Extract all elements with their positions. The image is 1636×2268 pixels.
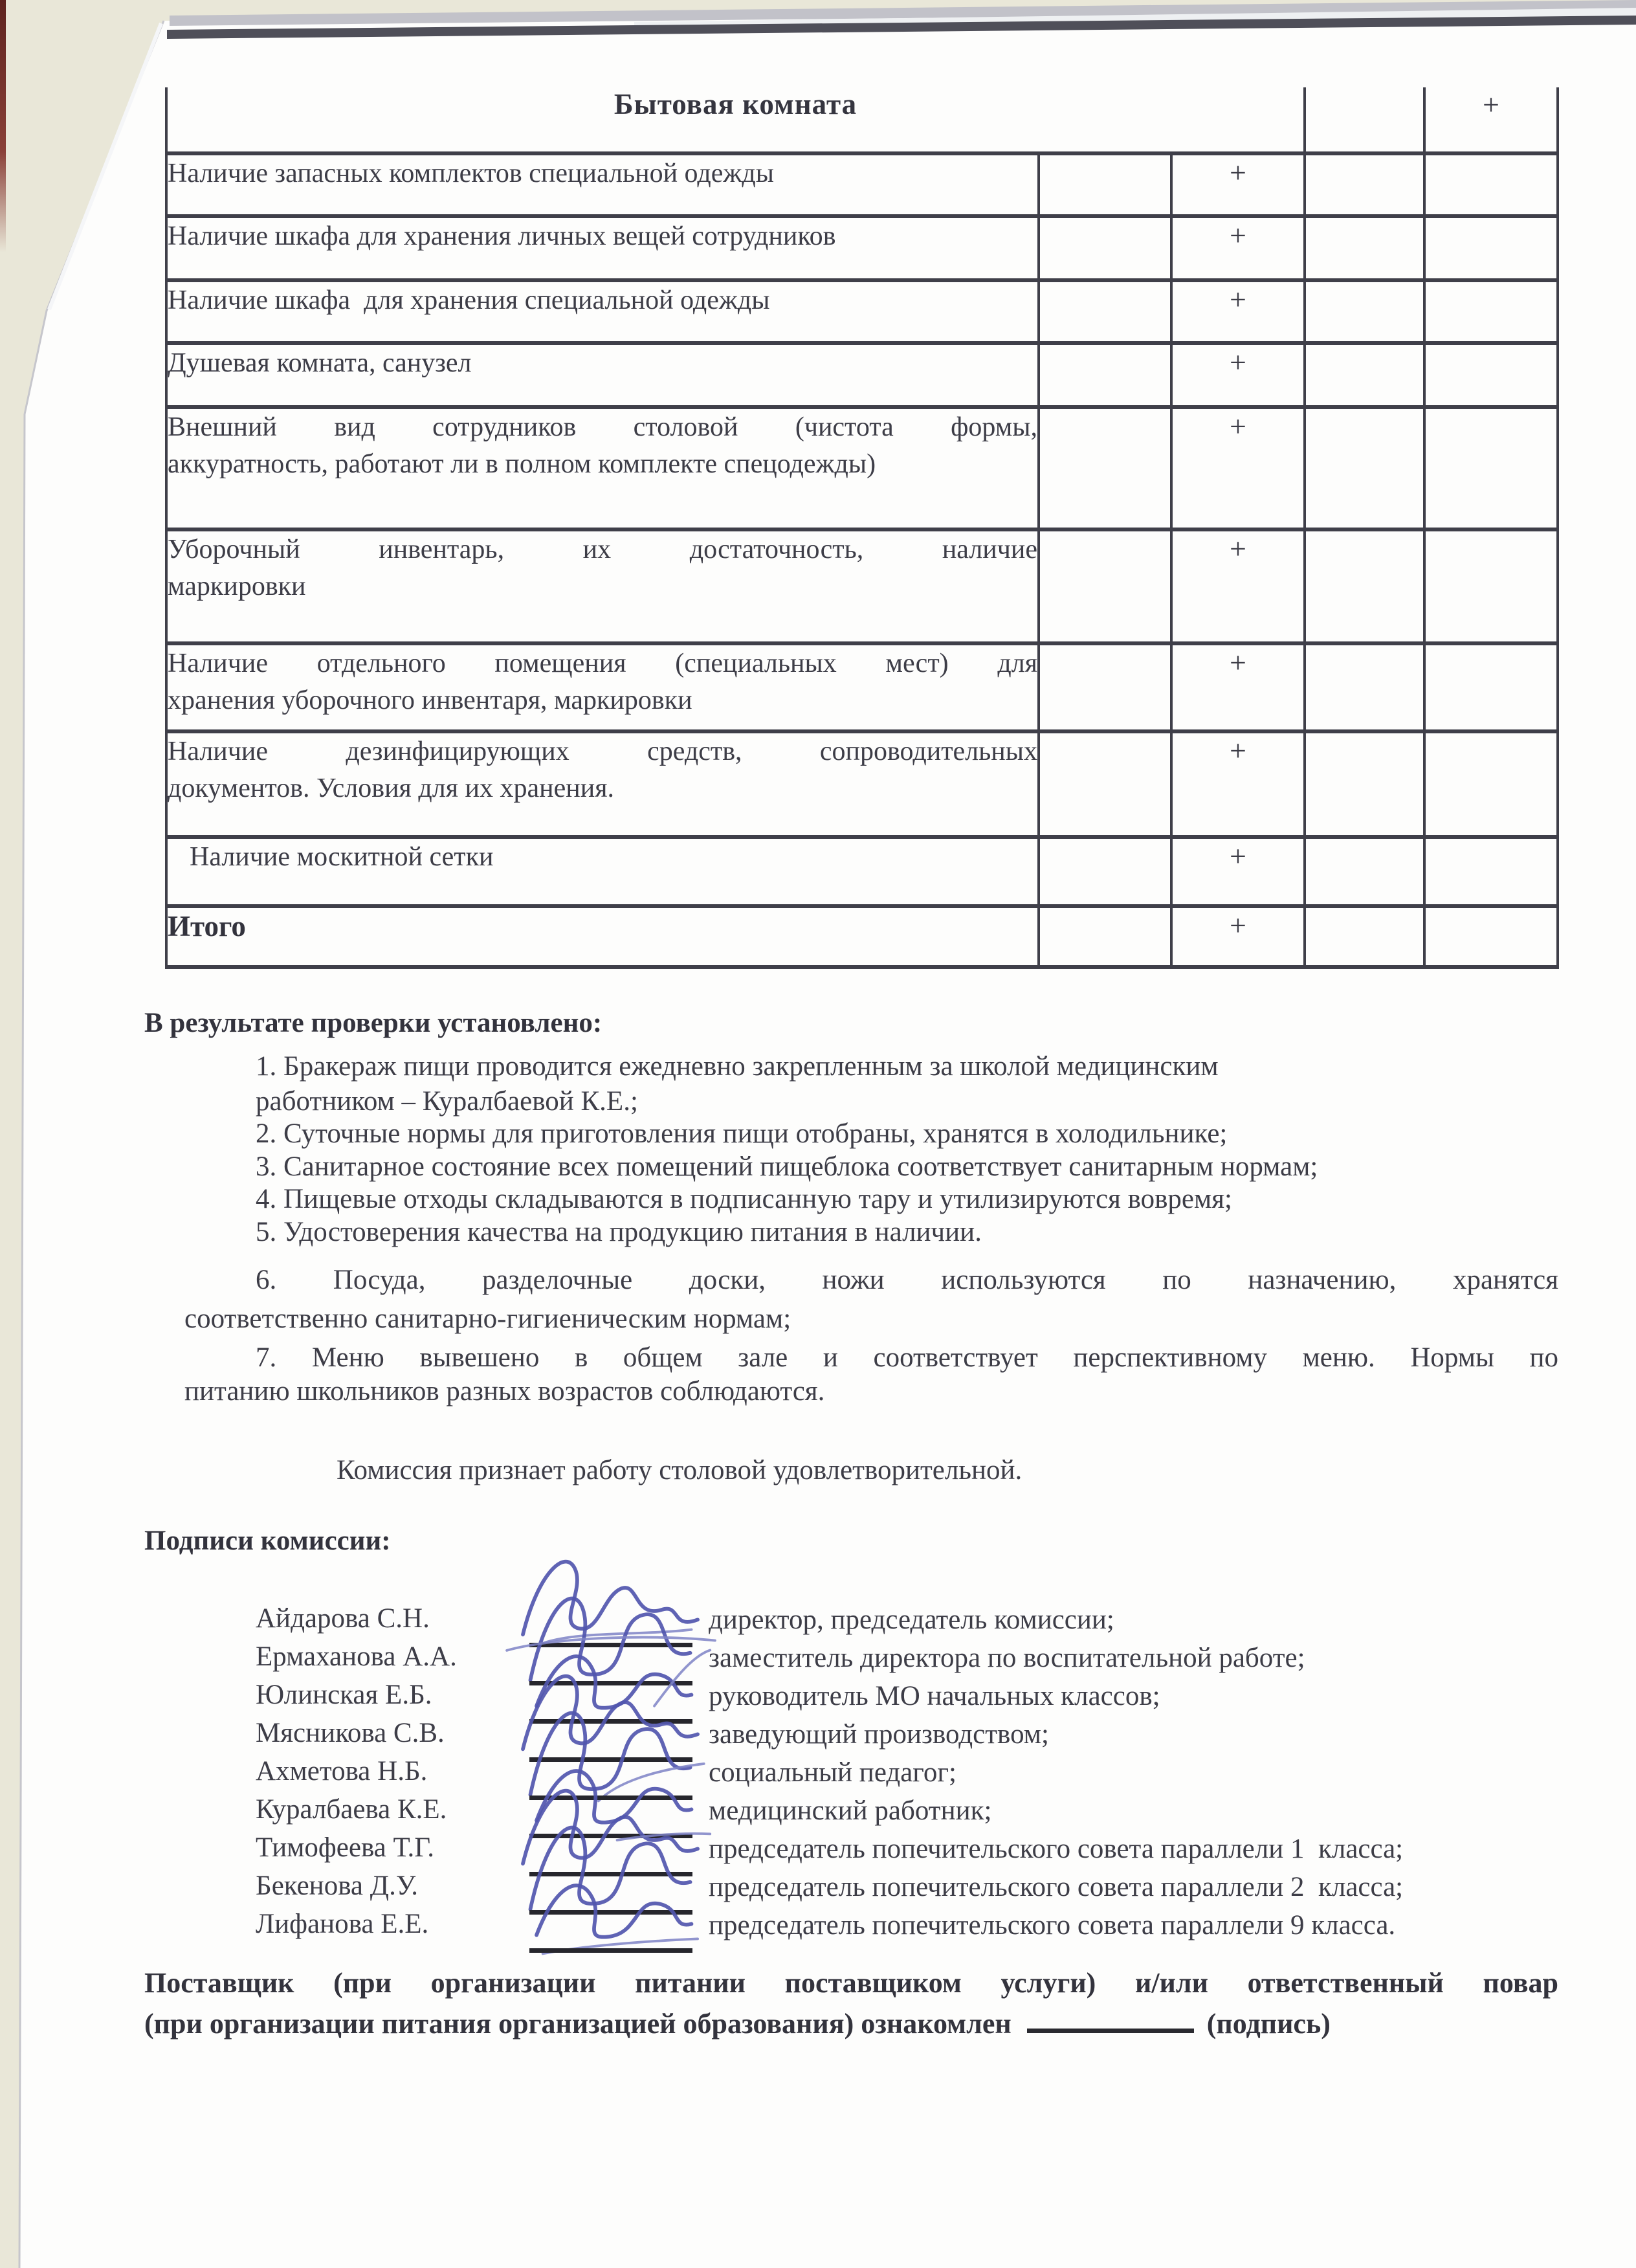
checklist-item-label: Внешний вид сотрудников столовой (чистота формы, xyxy=(168,412,1037,442)
signatures-heading: Подписи комиссии: xyxy=(144,1526,391,1556)
empty-cell xyxy=(1305,280,1424,343)
empty-cell xyxy=(1424,343,1558,407)
finding-line: 1. Бракераж пищи проводится ежедневно закрепленным за школой медицинским xyxy=(256,1051,1219,1082)
signer-name: Айдарова С.Н. xyxy=(256,1603,430,1634)
acknowledgement-text: (при организации питания организацией образования) ознакомлен xyxy=(144,2008,1011,2040)
empty-cell xyxy=(1305,906,1424,967)
check-mark: + xyxy=(1171,837,1305,906)
signer-role: медицинский работник; xyxy=(709,1796,992,1826)
empty-cell xyxy=(1424,837,1558,906)
empty-cell xyxy=(1305,407,1424,529)
empty-cell xyxy=(1039,153,1171,216)
signer-name: Тимофеева Т.Г. xyxy=(256,1832,434,1863)
check-mark: + xyxy=(1171,731,1305,837)
signer-role: социальный педагог; xyxy=(709,1757,956,1788)
empty-cell xyxy=(1424,153,1558,216)
checklist-item-label: маркировки xyxy=(168,572,306,601)
empty-cell xyxy=(1039,343,1171,407)
conclusion-line: Комиссия признает работу столовой удовлетворительной. xyxy=(337,1455,1022,1485)
findings-heading: В результате проверки установлено: xyxy=(144,1008,602,1038)
check-mark: + xyxy=(1171,280,1305,343)
signer-role: руководитель МО начальных классов; xyxy=(709,1681,1160,1711)
checklist-item-label: Наличие шкафа для хранения личных вещей сотрудников xyxy=(168,221,836,251)
empty-cell xyxy=(1039,407,1171,529)
signer-name: Ермаханова А.А. xyxy=(256,1641,457,1672)
finding-line: 7. Меню вывешено в общем зале и соответствует перспективному меню. Нормы по xyxy=(256,1342,1558,1373)
inspection-checklist-table xyxy=(165,87,1559,969)
table-row xyxy=(166,529,1558,643)
check-mark: + xyxy=(1171,906,1305,967)
checklist-item-label: документов. Условия для их хранения. xyxy=(168,773,615,803)
checklist-item-label: Наличие запасных комплектов специальной одежды xyxy=(168,159,774,188)
supplier-acknowledgement-line: Поставщик (при организации питании поставщиком услуги) и/или ответственный повар xyxy=(144,1967,1558,1999)
empty-cell xyxy=(1039,280,1171,343)
check-mark: + xyxy=(1171,153,1305,216)
empty-cell xyxy=(1424,906,1558,967)
total-label: Итого xyxy=(168,910,246,942)
empty-cell xyxy=(1424,280,1558,343)
finding-line: работником – Куралбаевой К.Е.; xyxy=(256,1086,638,1117)
checklist-item-label: Наличие шкафа для хранения специальной одежды xyxy=(168,285,770,315)
empty-cell xyxy=(1424,731,1558,837)
signer-role: председатель попечительского совета параллели 2 класса; xyxy=(709,1872,1404,1902)
empty-cell xyxy=(1424,529,1558,643)
signer-role: председатель попечительского совета параллели 9 класса. xyxy=(709,1910,1396,1940)
table-row xyxy=(166,643,1558,731)
signature-line xyxy=(529,1948,692,1953)
empty-cell xyxy=(1039,837,1171,906)
signature-row xyxy=(0,1908,1636,1953)
signer-name: Мясникова С.В. xyxy=(256,1718,445,1748)
table-row xyxy=(166,280,1558,343)
signer-name: Юлинская Е.Б. xyxy=(256,1680,432,1710)
check-mark: + xyxy=(1171,216,1305,280)
table-row xyxy=(166,731,1558,837)
empty-cell xyxy=(1424,407,1558,529)
supplier-acknowledgement-line xyxy=(144,2007,1331,2040)
check-mark: + xyxy=(1424,87,1558,153)
checklist-item-label: аккуратность, работают ли в полном комплекте спецодежды) xyxy=(168,449,876,479)
signature-blank-line xyxy=(1027,2023,1194,2033)
empty-cell xyxy=(1305,216,1424,280)
empty-cell xyxy=(1039,643,1171,731)
empty-cell xyxy=(1039,731,1171,837)
empty-cell xyxy=(1305,343,1424,407)
check-mark: + xyxy=(1171,643,1305,731)
empty-cell xyxy=(1305,87,1424,153)
signer-role: директор, председатель комиссии; xyxy=(709,1605,1114,1635)
scanner-edge-strip xyxy=(0,0,6,252)
empty-cell xyxy=(1039,906,1171,967)
empty-cell xyxy=(1305,731,1424,837)
finding-line: 6. Посуда, разделочные доски, ножи используются по назначению, хранятся xyxy=(256,1265,1558,1295)
table-row xyxy=(166,153,1558,216)
finding-line: 4. Пищевые отходы складываются в подписанную тару и утилизируются вовремя; xyxy=(256,1184,1232,1214)
check-mark: + xyxy=(1171,407,1305,529)
checklist-item-label: Уборочный инвентарь, их достаточность, наличие xyxy=(168,535,1037,564)
checklist-item-label: Наличие москитной сетки xyxy=(190,842,494,872)
signer-role: заведующий производством; xyxy=(709,1719,1049,1750)
checklist-item-label: Душевая комната, санузел xyxy=(168,348,472,378)
empty-cell xyxy=(1039,529,1171,643)
finding-line: 3. Санитарное состояние всех помещений пищеблока соответствует санитарным нормам; xyxy=(256,1151,1318,1182)
checklist-item-label: Наличие отдельного помещения (специальных мест) для xyxy=(168,649,1037,678)
check-mark: + xyxy=(1171,529,1305,643)
signer-name: Ахметова Н.Б. xyxy=(256,1756,428,1786)
checklist-item-label: Наличие дезинфицирующих средств, сопроводительных xyxy=(168,737,1037,766)
empty-cell xyxy=(1305,153,1424,216)
signer-name: Лифанова Е.Е. xyxy=(256,1909,429,1939)
signer-name: Куралбаева К.Е. xyxy=(256,1794,447,1825)
finding-line: соответственно санитарно-гигиеническим нормам; xyxy=(184,1304,791,1334)
finding-line: 2. Суточные нормы для приготовления пищи отобраны, хранятся в холодильнике; xyxy=(256,1118,1228,1149)
empty-cell xyxy=(1305,643,1424,731)
checklist-item-label: хранения уборочного инвентаря, маркировки xyxy=(168,685,692,715)
finding-line: 5. Удостоверения качества на продукцию питания в наличии. xyxy=(256,1217,982,1247)
empty-cell xyxy=(1424,216,1558,280)
empty-cell xyxy=(1305,837,1424,906)
empty-cell xyxy=(1424,643,1558,731)
empty-cell xyxy=(1039,216,1171,280)
signature-caption: (подпись) xyxy=(1206,2008,1331,2040)
finding-line: питанию школьников разных возрастов соблюдаются. xyxy=(184,1376,825,1406)
signer-name: Бекенова Д.У. xyxy=(256,1871,419,1901)
signer-role: председатель попечительского совета параллели 1 класса; xyxy=(709,1834,1404,1864)
table-header-row xyxy=(166,87,1558,153)
section-title: Бытовая комната xyxy=(166,87,1305,153)
table-row xyxy=(166,407,1558,529)
table-row xyxy=(166,837,1558,906)
table-row xyxy=(166,216,1558,280)
table-row xyxy=(166,343,1558,407)
signer-role: заместитель директора по воспитательной работе; xyxy=(709,1643,1305,1673)
check-mark: + xyxy=(1171,343,1305,407)
empty-cell xyxy=(1305,529,1424,643)
table-row-total xyxy=(166,906,1558,967)
